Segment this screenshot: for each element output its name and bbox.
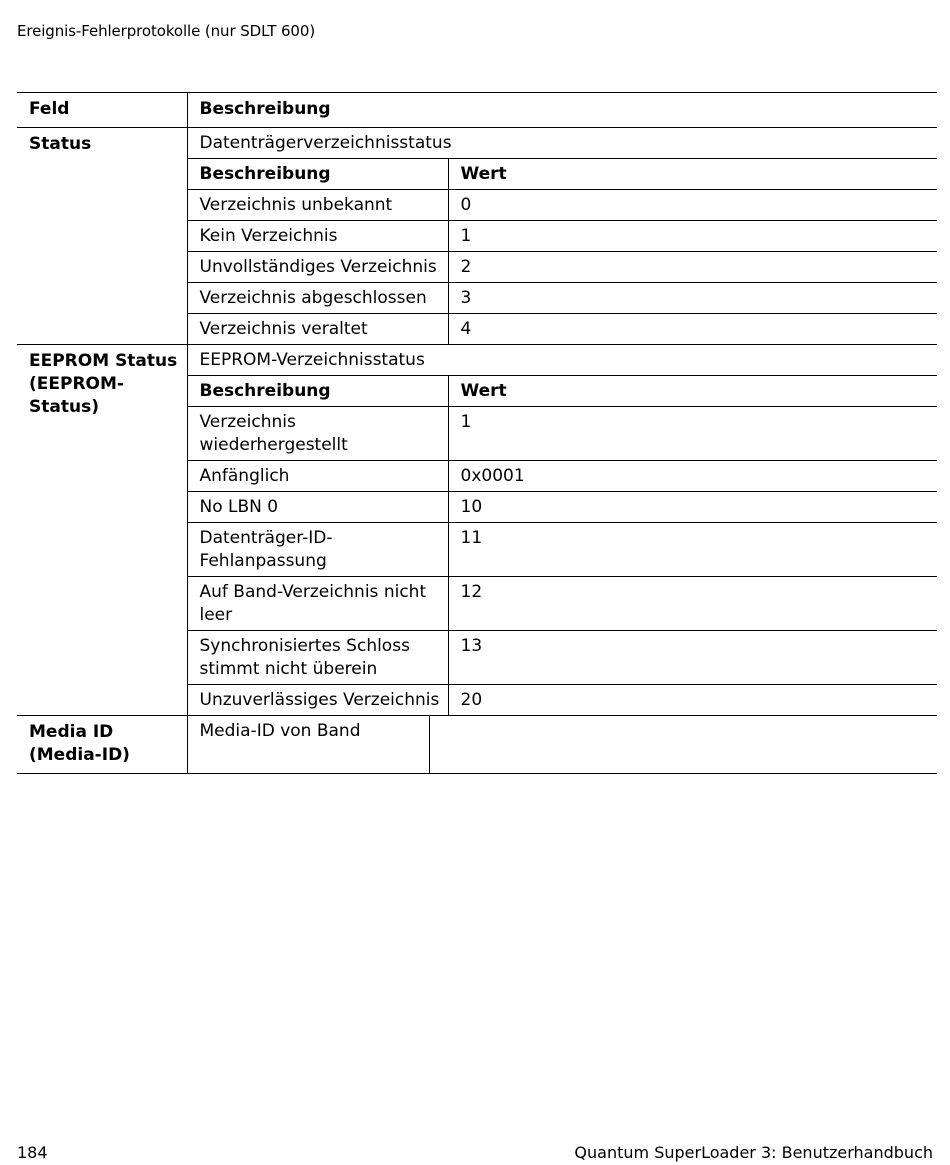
sub-column-header-description: Beschreibung	[188, 376, 449, 407]
sub-table-row	[188, 221, 938, 252]
field-name-status: Status	[17, 128, 187, 345]
sub-table-row	[188, 523, 938, 577]
item-description: Unzuverlässiges Verzeichnis	[188, 685, 449, 716]
sub-table-row	[188, 492, 938, 523]
item-value: 0x0001	[460, 466, 525, 486]
item-description: Kein Verzeichnis	[188, 221, 449, 252]
table-header-row	[17, 93, 937, 128]
item-description: Verzeichnis unbekannt	[188, 190, 449, 221]
item-value: 4	[460, 319, 472, 339]
sub-table-row	[188, 685, 938, 716]
book-title: Quantum SuperLoader 3: Benutzerhandbuch	[574, 1143, 933, 1162]
table-row-status	[17, 128, 937, 345]
item-description: Unvollständiges Verzeichnis	[188, 252, 449, 283]
description-cell-status	[187, 128, 937, 345]
field-table-container	[17, 92, 937, 774]
item-description: Anfänglich	[188, 461, 449, 492]
sub-table-title: Datenträgerverzeichnisstatus	[188, 128, 938, 159]
item-description: Verzeichnis wiederhergestellt	[188, 407, 449, 461]
item-value: 1	[460, 226, 472, 246]
sub-table-row	[188, 631, 938, 685]
sub-table-eeprom-status	[188, 376, 938, 715]
media-id-inner	[188, 716, 938, 773]
sub-table-header-row	[188, 159, 938, 190]
sub-table-row	[188, 577, 938, 631]
column-header-description: Beschreibung	[187, 93, 937, 128]
item-value: 0	[460, 195, 472, 215]
item-value: 12	[460, 582, 483, 602]
item-description: Media-ID von Band	[188, 716, 430, 773]
sub-table-row	[188, 314, 938, 345]
field-table	[17, 92, 937, 774]
column-header-field: Feld	[17, 93, 187, 128]
sub-table-status	[188, 159, 938, 344]
field-name-eeprom-status: EEPROM Status (EEPROM-Status)	[17, 345, 187, 716]
item-value	[430, 716, 938, 773]
item-description: Auf Band-Verzeichnis nicht leer	[188, 577, 449, 631]
item-description: Verzeichnis abgeschlossen	[188, 283, 449, 314]
running-header: Ereignis-Fehlerprotokolle (nur SDLT 600)	[17, 22, 316, 40]
page-number: 184	[17, 1143, 48, 1162]
item-value: 1	[460, 412, 472, 432]
item-value: 2	[460, 257, 472, 277]
sub-table-row	[188, 190, 938, 221]
sub-table-title: EEPROM-Verzeichnisstatus	[188, 345, 938, 376]
field-name-media-id: Media ID (Media-ID)	[17, 716, 187, 774]
sub-table-row	[188, 461, 938, 492]
item-value: 13	[460, 636, 483, 656]
sub-table-header-row	[188, 376, 938, 407]
description-cell-eeprom-status	[187, 345, 937, 716]
sub-column-header-description: Beschreibung	[188, 159, 449, 190]
sub-table-row	[188, 252, 938, 283]
item-description: Datenträger-ID-Fehlanpassung	[188, 523, 449, 577]
sub-column-header-value: Wert	[460, 164, 507, 184]
item-value: 3	[460, 288, 472, 308]
item-description: No LBN 0	[188, 492, 449, 523]
sub-column-header-value: Wert	[460, 381, 507, 401]
item-value: 11	[460, 528, 483, 548]
item-value: 20	[460, 690, 483, 710]
sub-table-row	[188, 407, 938, 461]
item-value: 10	[460, 497, 483, 517]
item-description: Verzeichnis veraltet	[188, 314, 449, 345]
description-cell-media-id	[187, 716, 937, 774]
item-description: Synchronisiertes Schloss stimmt nicht überein	[188, 631, 449, 685]
table-row-eeprom-status	[17, 345, 937, 716]
table-row-media-id	[17, 716, 937, 774]
sub-table-row	[188, 283, 938, 314]
